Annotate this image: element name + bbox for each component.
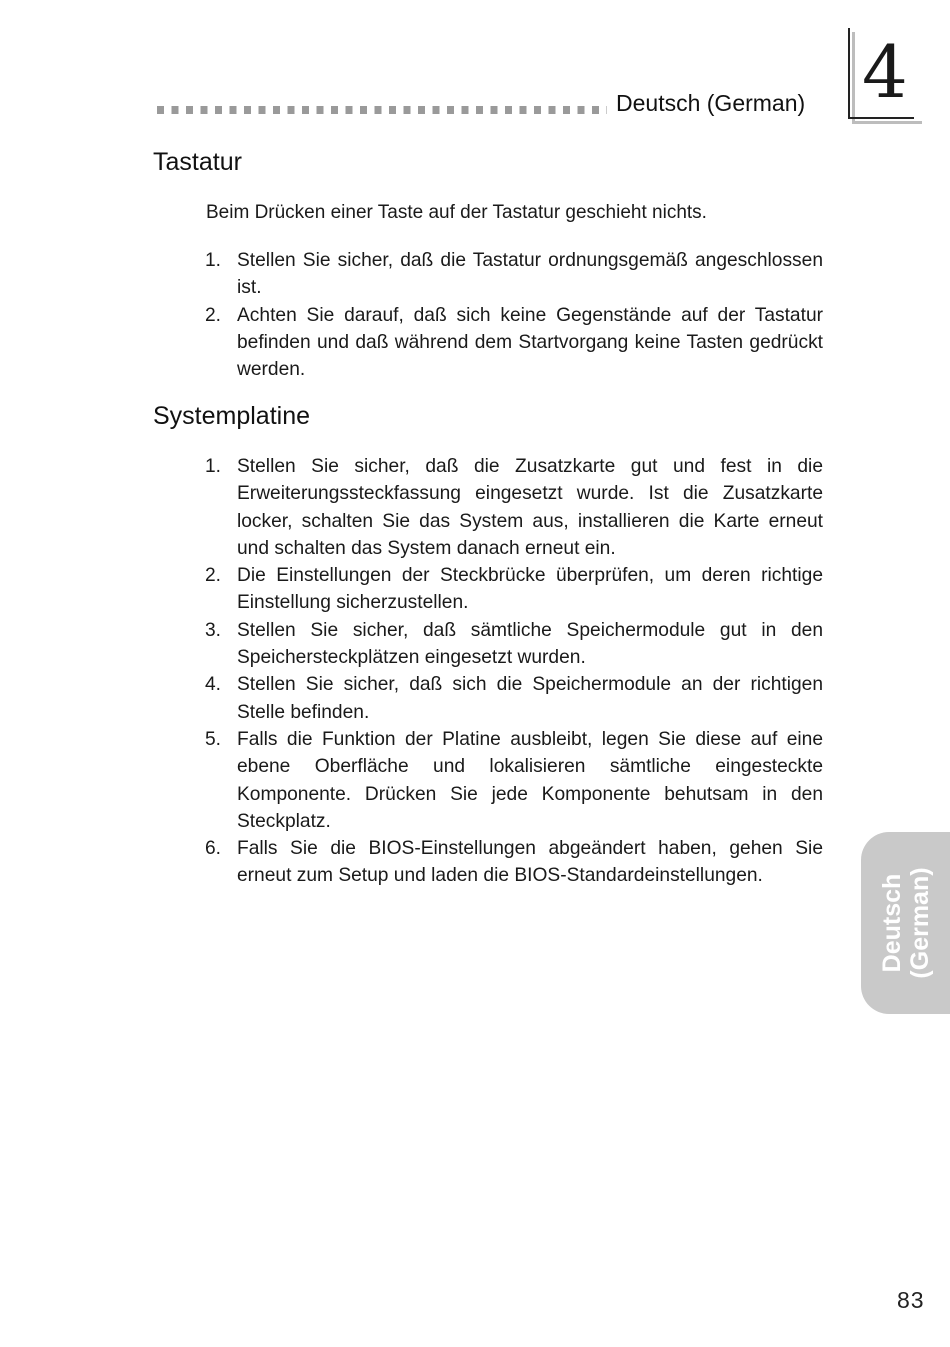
side-tab-line-1: Deutsch [877,873,906,973]
chapter-marker-line-horizontal [848,117,914,119]
chapter-marker-line-vertical [848,28,850,118]
list-item-number: 6. [205,838,222,860]
list-item [205,562,823,617]
list-item-number: 2. [205,565,222,587]
section-heading-systemplatine: Systemplatine [153,402,311,430]
list-item-number: 1. [205,250,222,271]
tastatur-intro: Beim Drücken einer Taste auf der Tastatur geschieht nichts. [206,202,707,223]
list-item-number: 4. [205,674,222,696]
list-item [205,726,823,835]
list-item-text: Stellen Sie sicher, daß die Zusatzkarte gut und fest in die Erweiterungssteckfassung eingesetzt wurde. Ist die Zusatzkarte locker, schalten Sie das System aus, installieren die Karte erneut und schalten das System danach erneut ein. [237,456,823,559]
language-side-tab-label [878,867,934,978]
systemplatine-list [205,453,823,890]
list-item-text: Achten Sie darauf, daß sich keine Gegenstände auf der Tastatur befinden und daß während dem Startvorgang keine Tasten gedrückt werden. [237,304,823,381]
list-item-number: 1. [205,456,222,477]
list-item-number: 2. [205,304,222,326]
list-item [205,835,823,890]
language-side-tab [861,832,950,1014]
section-heading-tastatur: Tastatur [153,148,242,176]
list-item-text: Die Einstellungen der Steckbrücke überprüfen, um deren richtige Einstellung sicherzustellen. [237,565,823,614]
list-item-text: Stellen Sie sicher, daß sich die Speichermodule an der richtigen Stelle befinden. [237,674,823,723]
tastatur-list [205,247,823,383]
chapter-marker-shadow-horizontal [852,121,922,124]
list-item [205,671,823,726]
chapter-number: 4 [862,30,908,114]
chapter-marker-shadow-vertical [852,32,855,124]
list-item [205,617,823,672]
page-number: 83 [897,1287,925,1313]
list-item [205,302,823,384]
list-item-text: Falls Sie die BIOS-Einstellungen abgeändert haben, gehen Sie erneut zum Setup und laden die BIOS-Standardeinstellungen. [237,838,823,887]
side-tab-line-2: (German) [905,867,934,979]
chapter-marker [848,28,922,124]
list-item [205,453,823,562]
list-item-text: Falls die Funktion der Platine ausbleibt, legen Sie diese auf eine ebene Oberfläche und lokalisieren sämtliche eingesteckte Komponente. Drücken Sie jede Komponente behutsam in den Steckplatz. [237,728,823,832]
list-item-number: 3. [205,619,222,641]
list-item-text: Stellen Sie sicher, daß die Tastatur ordnungsgemäß angeschlossen ist. [237,250,823,299]
header-title: Deutsch (German) [616,90,806,116]
header-dot-rule [157,105,607,115]
list-item [205,247,823,302]
list-item-number: 5. [205,728,222,750]
list-item-text: Stellen Sie sicher, daß sämtliche Speichermodule gut in den Speichersteckplätzen eingesetzt wurden. [237,619,823,669]
